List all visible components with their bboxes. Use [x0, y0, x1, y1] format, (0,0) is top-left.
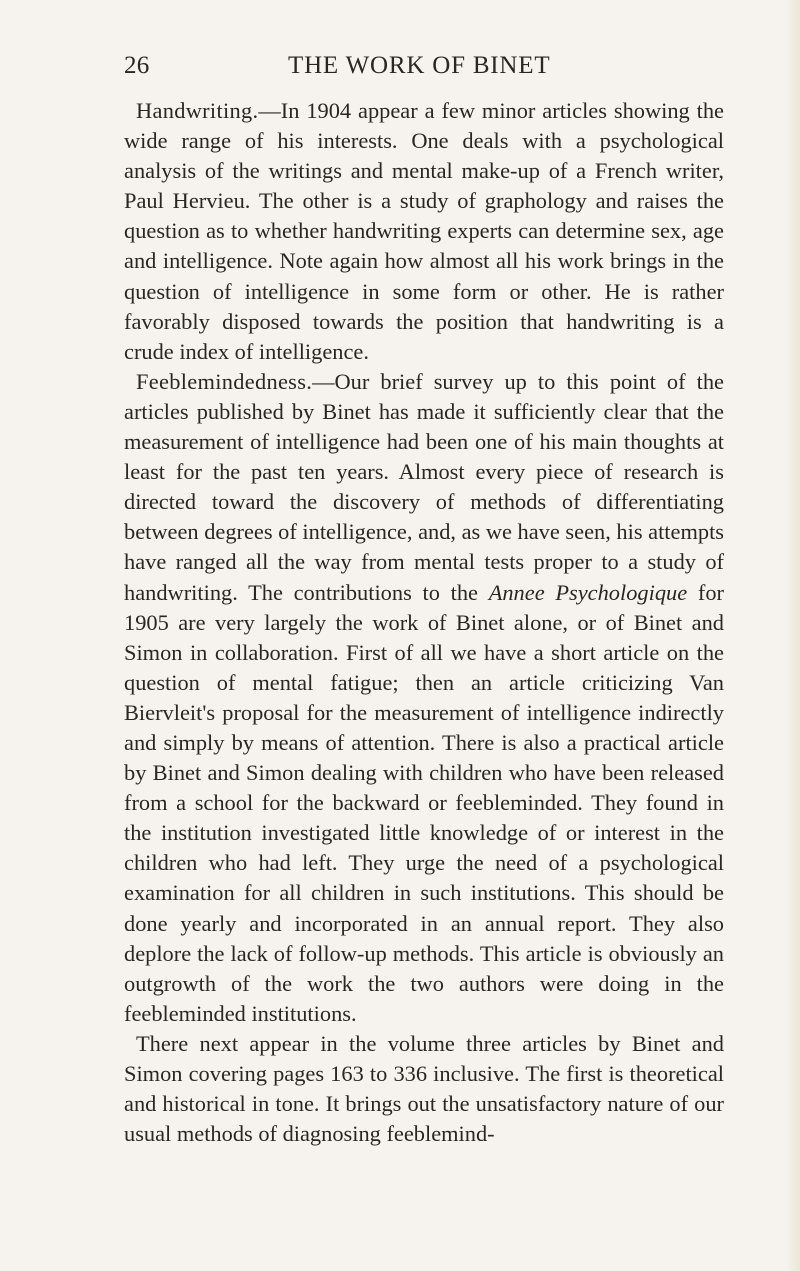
journal-title: Annee Psychologique — [488, 579, 688, 605]
paragraph-handwriting — [124, 96, 724, 367]
paragraph-text: —In 1904 appear a few minor articles showing the wide range of his interests. One deals with a psychological analysis of the writings and mental make-up of a French writer, Paul Hervieu. The other is a study of graphology and raises the question as to whether handwriting experts can determine sex, age and intelligence. Note again how almost all his work brings in the question of intelligence in some form or other. He is rather favorably disposed towards the position that handwriting is a crude index of intelligence. — [124, 98, 724, 364]
page-number: 26 — [124, 52, 150, 79]
page-header — [124, 52, 720, 92]
paragraph-feeblemindedness — [124, 367, 724, 1029]
running-title: THE WORK OF BINET — [288, 52, 551, 79]
paragraph-text: There next appear in the volume three articles by Binet and Simon covering pages 163 to 336 inclusive. The first is theoretical and historical in tone. It brings out the unsatisfactory nature of our usual methods of diagnosing feeblemind- — [124, 1030, 724, 1147]
page-edge-shadow — [786, 0, 800, 1271]
body-text — [124, 96, 724, 1149]
paragraph-articles — [124, 1029, 724, 1149]
run-in-heading: Handwriting. — [136, 98, 259, 123]
paragraph-text: —Our brief survey up to this point of the articles published by Binet has made it sufficiently clear that the measurement of intelligence had been one of his main thoughts at least for the past ten years. Almost every piece of research is directed toward the discovery of methods of differentiating between degrees of intelligence, and, as we have seen, his attempts have ranged all the way from mental tests proper to a study of handwriting. The contributions to the — [124, 368, 724, 605]
paragraph-text: for 1905 are very largely the work of Binet alone, or of Binet and Simon in collaboration. First of all we have a short article on the question of mental fatigue; then an article criticizing Van Biervleit's proposal for the measurement of intelligence indirectly and simply by means of attention. There is also a practical article by Binet and Simon dealing with children who have been released from a school for the backward or feebleminded. They found in the institution investigated little knowledge of or interest in the children who had left. They urge the need of a psychological examination for all children in such institutions. This should be done yearly and incorporated in an annual report. They also deplore the lack of follow-up methods. This article is obviously an outgrowth of the work the two authors were doing in the feebleminded institutions. — [124, 579, 724, 1026]
run-in-heading: Feeblemindedness. — [136, 368, 313, 394]
